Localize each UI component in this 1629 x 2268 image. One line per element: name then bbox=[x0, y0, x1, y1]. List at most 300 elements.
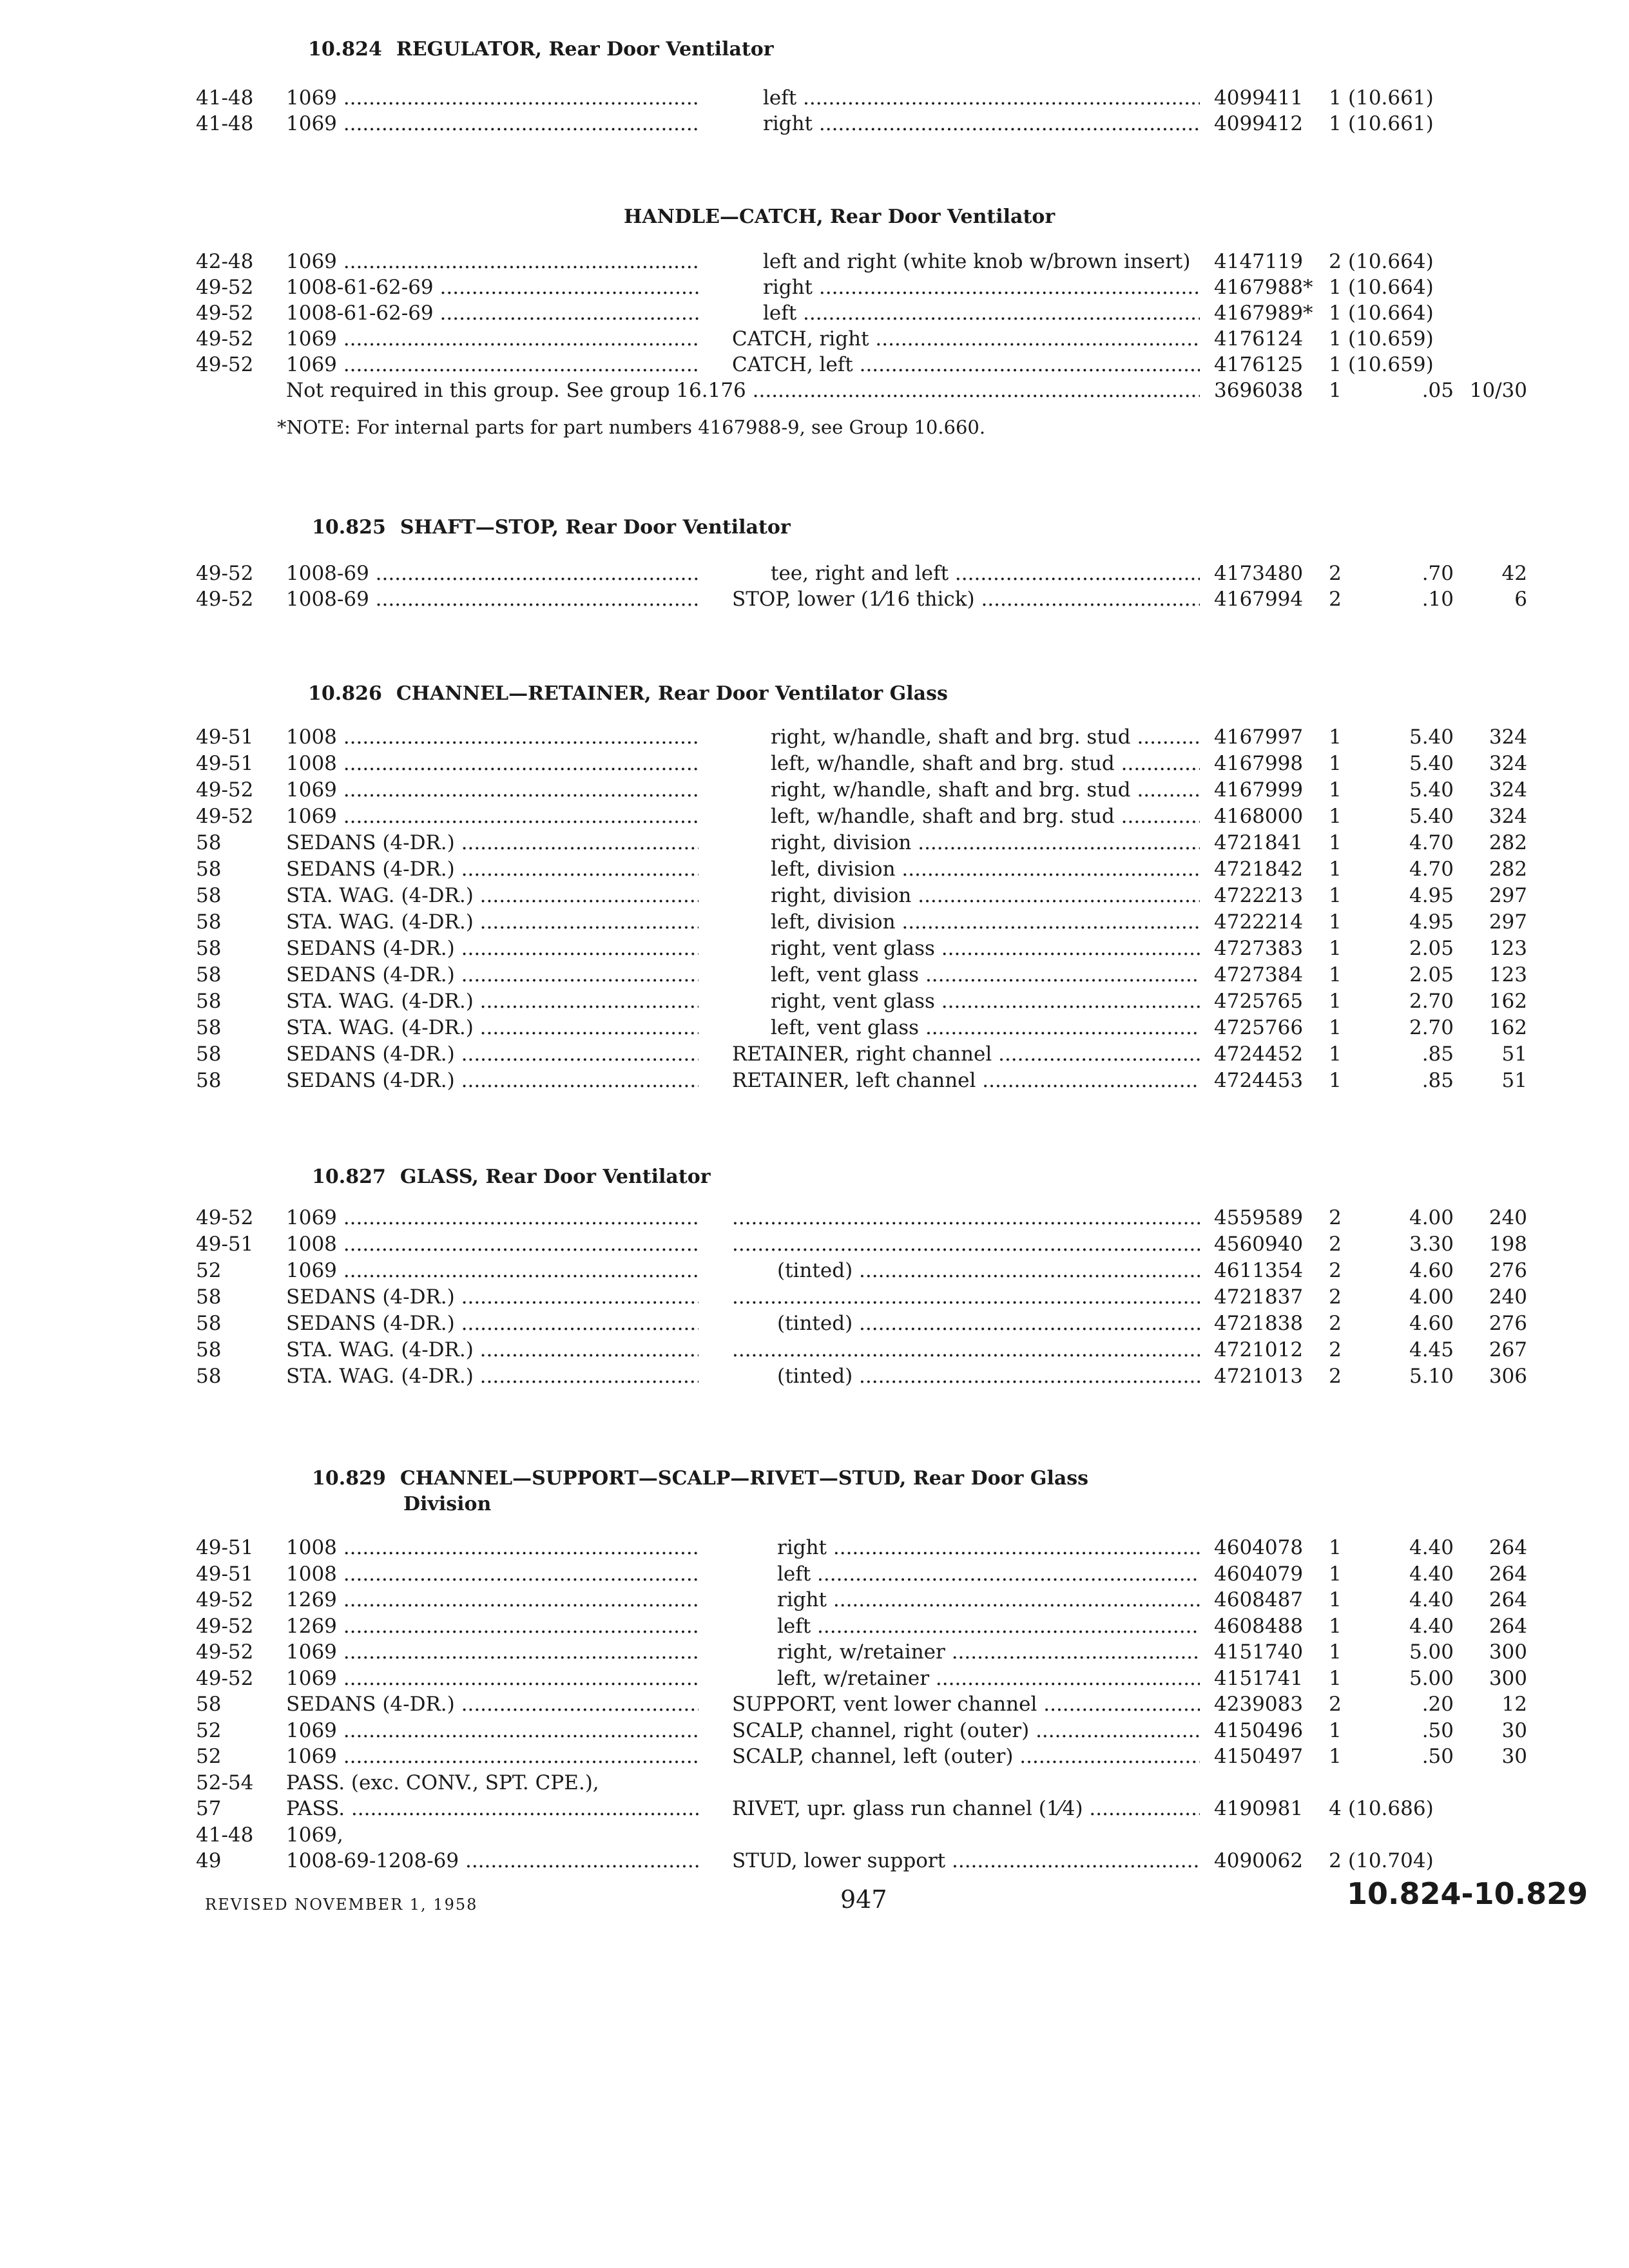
description-cell: SCALP, channel, right (outer) ..... bbox=[732, 1718, 1200, 1744]
year-cell: 49-52 bbox=[196, 805, 254, 828]
price-cell: 4.40 bbox=[1409, 1588, 1454, 1611]
model-cell: SEDANS (4-DR.) ..... bbox=[286, 962, 699, 988]
part-number-cell: 4722214 bbox=[1214, 910, 1304, 934]
revision-date: REVISED NOVEMBER 1, 1958 bbox=[205, 1896, 478, 1914]
code-cell: 12 bbox=[1501, 1693, 1527, 1716]
description-cell: right, w/handle, shaft and brg. stud ..... bbox=[771, 777, 1200, 803]
model-cell: 1008-69 ..... bbox=[286, 586, 699, 612]
part-number-cell: 4611354 bbox=[1214, 1259, 1304, 1282]
description-cell: RIVET, upr. glass run channel (1⁄4) ..... bbox=[732, 1796, 1200, 1821]
description-cell: left, w/handle, shaft and brg. stud ..... bbox=[771, 751, 1200, 776]
table-row bbox=[0, 300, 1629, 326]
price-cell: 4.00 bbox=[1409, 1206, 1454, 1229]
code-cell: 264 bbox=[1489, 1588, 1527, 1611]
quantity-cell: 1 bbox=[1329, 1069, 1342, 1092]
part-number-cell: 4604079 bbox=[1214, 1562, 1304, 1586]
model-cell: 1008-69 ..... bbox=[286, 561, 699, 586]
section-code: 10.829 bbox=[312, 1467, 386, 1490]
part-number-cell: 4190981 bbox=[1214, 1797, 1304, 1820]
year-cell: 42-48 bbox=[196, 250, 254, 273]
section-heading bbox=[624, 205, 1055, 229]
year-cell: 49-52 bbox=[196, 1666, 254, 1690]
quantity-cell: 2 bbox=[1329, 1206, 1342, 1229]
part-number-cell: 4604078 bbox=[1214, 1536, 1304, 1559]
price-cell: .85 bbox=[1422, 1043, 1454, 1066]
group-range: 10.824-10.829 bbox=[1347, 1876, 1588, 1911]
quantity-cell: 1 bbox=[1329, 327, 1342, 351]
year-cell: 41-48 bbox=[196, 86, 254, 110]
section-title-continued: Division bbox=[403, 1493, 492, 1515]
year-cell: 52 bbox=[196, 1259, 222, 1282]
quantity-cell: 2 bbox=[1329, 1312, 1342, 1335]
table-row bbox=[0, 1205, 1629, 1231]
code-cell: 300 bbox=[1489, 1666, 1527, 1690]
code-cell: 324 bbox=[1489, 752, 1527, 775]
table-row bbox=[0, 1848, 1629, 1874]
quantity-cell: 1 bbox=[1329, 1016, 1342, 1039]
description-cell: RETAINER, left channel ..... bbox=[732, 1068, 1200, 1093]
code-cell: 42 bbox=[1501, 562, 1527, 585]
part-number-cell: 4176124 bbox=[1214, 327, 1304, 351]
quantity-cell: 1 bbox=[1329, 302, 1342, 325]
part-number-cell: 4099411 bbox=[1214, 86, 1304, 110]
section-heading bbox=[312, 1466, 1088, 1491]
table-row bbox=[0, 1311, 1629, 1336]
table-row bbox=[0, 1284, 1629, 1310]
price-cell: .70 bbox=[1422, 562, 1454, 585]
quantity-cell: 2 bbox=[1329, 1233, 1342, 1256]
quantity-cell: 1 bbox=[1329, 1562, 1342, 1586]
table-row bbox=[0, 85, 1629, 111]
section-code: 10.825 bbox=[312, 516, 386, 539]
part-number-cell: 4721837 bbox=[1214, 1285, 1304, 1309]
year-cell: 49-51 bbox=[196, 1233, 254, 1256]
section-title: CHANNEL—RETAINER, bbox=[396, 682, 651, 705]
quantity-cell: 4 bbox=[1329, 1797, 1342, 1820]
quantity-cell: 2 bbox=[1329, 1285, 1342, 1309]
table-row bbox=[0, 724, 1629, 750]
part-number-cell: 4150496 bbox=[1214, 1718, 1304, 1742]
year-cell: 58 bbox=[196, 990, 222, 1013]
part-number-cell: 4150497 bbox=[1214, 1745, 1304, 1768]
description-cell: (tinted) ..... bbox=[777, 1363, 1200, 1389]
table-row bbox=[0, 352, 1629, 378]
quantity-cell: 1 bbox=[1329, 778, 1342, 802]
model-cell: 1069 ..... bbox=[286, 803, 699, 829]
table-row bbox=[0, 909, 1629, 935]
description-cell: RETAINER, right channel ..... bbox=[732, 1041, 1200, 1067]
section-code: 10.826 bbox=[308, 682, 382, 705]
table-row bbox=[0, 378, 1629, 403]
description-cell: left and right (white knob w/brown insert) bbox=[763, 250, 1191, 273]
price-cell: .10 bbox=[1422, 588, 1454, 611]
quantity-cell: 1 bbox=[1329, 937, 1342, 960]
table-row bbox=[0, 1639, 1629, 1665]
code-cell: 264 bbox=[1489, 1536, 1527, 1559]
model-cell: 1008 ..... bbox=[286, 1535, 699, 1561]
year-cell: 49-51 bbox=[196, 1562, 254, 1586]
price-cell: 4.40 bbox=[1409, 1562, 1454, 1586]
year-cell: 49 bbox=[196, 1849, 222, 1872]
description-cell: SUPPORT, vent lower channel ..... bbox=[732, 1691, 1200, 1717]
price-cell: 4.95 bbox=[1409, 910, 1454, 934]
year-cell: 49-52 bbox=[196, 327, 254, 351]
part-number-cell: 4099412 bbox=[1214, 112, 1304, 135]
section-title: CHANNEL—SUPPORT—SCALP—RIVET—STUD, bbox=[400, 1467, 907, 1490]
price-cell: 4.40 bbox=[1409, 1614, 1454, 1638]
quantity-cell: 1 bbox=[1329, 1666, 1342, 1690]
model-cell: 1069 ..... bbox=[286, 1744, 699, 1769]
year-cell: 58 bbox=[196, 1365, 222, 1388]
quantity-cell: 1 bbox=[1329, 805, 1342, 828]
price-cell: .50 bbox=[1422, 1745, 1454, 1768]
quantity-cell: 1 bbox=[1329, 1745, 1342, 1768]
year-cell: 52 bbox=[196, 1745, 222, 1768]
table-row bbox=[0, 1561, 1629, 1587]
price-cell: 4.95 bbox=[1409, 884, 1454, 907]
price-cell: .50 bbox=[1422, 1718, 1454, 1742]
code-cell: 198 bbox=[1489, 1233, 1527, 1256]
year-cell: 49-52 bbox=[196, 1588, 254, 1611]
code-cell: 30 bbox=[1501, 1745, 1527, 1768]
part-number-cell: 4168000 bbox=[1214, 805, 1304, 828]
table-row bbox=[0, 111, 1629, 137]
model-cell: 1069 ..... bbox=[286, 1205, 699, 1231]
quantity-cell: 2 bbox=[1329, 1338, 1342, 1361]
price-cell: .20 bbox=[1422, 1693, 1454, 1716]
section-subtitle: Rear Door Ventilator Glass bbox=[658, 682, 948, 705]
part-number-cell: 4725765 bbox=[1214, 990, 1304, 1013]
description-cell bbox=[732, 1337, 1200, 1363]
code-cell: 51 bbox=[1501, 1043, 1527, 1066]
year-cell: 41-48 bbox=[196, 1823, 254, 1847]
model-cell: 1069 ..... bbox=[286, 1718, 699, 1744]
quantity-cell: 1 bbox=[1329, 963, 1342, 986]
model-cell: STA. WAG. (4-DR.) ..... bbox=[286, 988, 699, 1014]
year-cell: 58 bbox=[196, 1016, 222, 1039]
model-cell: 1269 ..... bbox=[286, 1587, 699, 1613]
code-cell: 240 bbox=[1489, 1206, 1527, 1229]
part-number-cell: 4173480 bbox=[1214, 562, 1304, 585]
table-row bbox=[0, 1587, 1629, 1613]
model-cell: Not required in this group. See group 16.176 ..... bbox=[286, 378, 1200, 403]
part-number-cell: 4608487 bbox=[1214, 1588, 1304, 1611]
year-cell: 49-52 bbox=[196, 302, 254, 325]
description-cell: right, vent glass ..... bbox=[771, 936, 1200, 961]
part-number-cell: 4090062 bbox=[1214, 1849, 1304, 1872]
year-cell: 58 bbox=[196, 1069, 222, 1092]
code-cell: 276 bbox=[1489, 1259, 1527, 1282]
description-cell: right ..... bbox=[763, 274, 1200, 300]
description-cell: right ..... bbox=[777, 1535, 1200, 1561]
model-cell: STA. WAG. (4-DR.) ..... bbox=[286, 1337, 699, 1363]
table-row bbox=[0, 1744, 1629, 1769]
part-number-cell: 4560940 bbox=[1214, 1233, 1304, 1256]
quantity-cell: 1 bbox=[1329, 910, 1342, 934]
year-cell: 49-51 bbox=[196, 752, 254, 775]
description-cell bbox=[732, 1205, 1200, 1231]
reference-cell: (10.661) bbox=[1348, 112, 1434, 135]
model-cell: 1069 ..... bbox=[286, 1666, 699, 1691]
section-title: SHAFT—STOP, bbox=[400, 516, 559, 539]
quantity-cell: 1 bbox=[1329, 112, 1342, 135]
year-cell: 49-52 bbox=[196, 353, 254, 376]
part-number-cell: 4151740 bbox=[1214, 1640, 1304, 1664]
code-cell: 324 bbox=[1489, 778, 1527, 802]
model-cell: SEDANS (4-DR.) ..... bbox=[286, 1691, 699, 1717]
model-cell: 1008 ..... bbox=[286, 724, 699, 750]
price-cell: 4.00 bbox=[1409, 1285, 1454, 1309]
section-subtitle: Rear Door Ventilator bbox=[485, 1166, 711, 1188]
code-cell: 267 bbox=[1489, 1338, 1527, 1361]
description-cell: left, vent glass ..... bbox=[771, 962, 1200, 988]
price-cell: 2.05 bbox=[1409, 937, 1454, 960]
table-row bbox=[0, 1231, 1629, 1257]
section-heading bbox=[312, 1165, 711, 1189]
table-row bbox=[0, 1015, 1629, 1041]
year-cell: 58 bbox=[196, 1285, 222, 1309]
description-cell: left, vent glass ..... bbox=[771, 1015, 1200, 1041]
code-cell: 300 bbox=[1489, 1640, 1527, 1664]
year-cell: 49-51 bbox=[196, 1536, 254, 1559]
part-number-cell: 4721841 bbox=[1214, 831, 1304, 854]
price-cell: 5.40 bbox=[1409, 752, 1454, 775]
price-cell: 3.30 bbox=[1409, 1233, 1454, 1256]
year-cell: 58 bbox=[196, 963, 222, 986]
model-cell: 1069 ..... bbox=[286, 352, 699, 378]
reference-cell: (10.664) bbox=[1348, 302, 1434, 325]
price-cell: 5.00 bbox=[1409, 1640, 1454, 1664]
quantity-cell: 1 bbox=[1329, 831, 1342, 854]
code-cell: 282 bbox=[1489, 831, 1527, 854]
description-cell: left ..... bbox=[763, 300, 1200, 326]
code-cell: 324 bbox=[1489, 805, 1527, 828]
model-cell: 1069 ..... bbox=[286, 1639, 699, 1665]
table-row bbox=[0, 1535, 1629, 1561]
reference-cell: (10.704) bbox=[1348, 1849, 1434, 1872]
year-cell: 58 bbox=[196, 1693, 222, 1716]
quantity-cell: 1 bbox=[1329, 1718, 1342, 1742]
year-cell: 49-52 bbox=[196, 1640, 254, 1664]
year-cell: 58 bbox=[196, 831, 222, 854]
part-number-cell: 4176125 bbox=[1214, 353, 1304, 376]
quantity-cell: 1 bbox=[1329, 858, 1342, 881]
reference-cell: (10.664) bbox=[1348, 250, 1434, 273]
table-row bbox=[0, 1718, 1629, 1744]
year-cell: 57 bbox=[196, 1797, 222, 1820]
part-number-cell: 4721013 bbox=[1214, 1365, 1304, 1388]
model-cell: 1069 ..... bbox=[286, 249, 699, 274]
table-row bbox=[0, 988, 1629, 1014]
price-cell: .85 bbox=[1422, 1069, 1454, 1092]
year-cell: 49-52 bbox=[196, 1614, 254, 1638]
section-subtitle: Rear Door Ventilator bbox=[548, 38, 774, 61]
footnote: *NOTE: For internal parts for part numbers 4167988-9, see Group 10.660. bbox=[277, 416, 986, 438]
model-cell: 1269 ..... bbox=[286, 1613, 699, 1639]
part-number-cell: 4239083 bbox=[1214, 1693, 1304, 1716]
price-cell: 2.70 bbox=[1409, 1016, 1454, 1039]
section-code: 10.824 bbox=[308, 38, 382, 61]
section-title: HANDLE—CATCH, bbox=[624, 206, 824, 228]
price-cell: 4.40 bbox=[1409, 1536, 1454, 1559]
model-cell: 1008-69-1208-69 ..... bbox=[286, 1848, 699, 1874]
description-cell: right, w/handle, shaft and brg. stud ..... bbox=[771, 724, 1200, 750]
quantity-cell: 1 bbox=[1329, 990, 1342, 1013]
table-row bbox=[0, 1068, 1629, 1093]
table-row bbox=[0, 1770, 1629, 1796]
table-row bbox=[0, 856, 1629, 882]
quantity-cell: 1 bbox=[1329, 1640, 1342, 1664]
code-cell: 297 bbox=[1489, 884, 1527, 907]
description-cell: left, w/handle, shaft and brg. stud ..... bbox=[771, 803, 1200, 829]
year-cell: 49-52 bbox=[196, 562, 254, 585]
quantity-cell: 1 bbox=[1329, 353, 1342, 376]
table-row bbox=[0, 326, 1629, 352]
section-subtitle: Rear Door Glass bbox=[912, 1467, 1089, 1490]
year-cell: 58 bbox=[196, 910, 222, 934]
year-cell: 52-54 bbox=[196, 1771, 254, 1794]
model-cell: SEDANS (4-DR.) ..... bbox=[286, 1068, 699, 1093]
part-number-cell: 4727384 bbox=[1214, 963, 1304, 986]
table-row bbox=[0, 1691, 1629, 1717]
price-cell: 5.40 bbox=[1409, 726, 1454, 749]
model-cell: SEDANS (4-DR.) ..... bbox=[286, 1041, 699, 1067]
quantity-cell: 1 bbox=[1329, 1588, 1342, 1611]
table-row bbox=[0, 1613, 1629, 1639]
table-row bbox=[0, 936, 1629, 961]
code-cell: 6 bbox=[1514, 588, 1527, 611]
part-number-cell: 4725766 bbox=[1214, 1016, 1304, 1039]
description-cell: SCALP, channel, left (outer) ..... bbox=[732, 1744, 1200, 1769]
price-cell: 4.70 bbox=[1409, 831, 1454, 854]
table-row bbox=[0, 1258, 1629, 1283]
section-title: GLASS, bbox=[400, 1166, 479, 1188]
year-cell: 58 bbox=[196, 884, 222, 907]
year-cell: 58 bbox=[196, 1312, 222, 1335]
table-row bbox=[0, 1666, 1629, 1691]
quantity-cell: 2 bbox=[1329, 562, 1342, 585]
year-cell: 58 bbox=[196, 1043, 222, 1066]
price-cell: 4.45 bbox=[1409, 1338, 1454, 1361]
price-cell: 5.40 bbox=[1409, 805, 1454, 828]
part-number-cell: 4721842 bbox=[1214, 858, 1304, 881]
table-row bbox=[0, 274, 1629, 300]
section-code: 10.827 bbox=[312, 1166, 386, 1188]
description-cell bbox=[732, 1284, 1200, 1310]
table-row bbox=[0, 561, 1629, 586]
code-cell: 123 bbox=[1489, 937, 1527, 960]
reference-cell: (10.659) bbox=[1348, 327, 1434, 351]
model-cell: STA. WAG. (4-DR.) ..... bbox=[286, 1363, 699, 1389]
quantity-cell: 2 bbox=[1329, 1259, 1342, 1282]
part-number-cell: 4167998 bbox=[1214, 752, 1304, 775]
table-row bbox=[0, 830, 1629, 856]
part-number-cell: 4722213 bbox=[1214, 884, 1304, 907]
year-cell: 58 bbox=[196, 937, 222, 960]
quantity-cell: 2 bbox=[1329, 588, 1342, 611]
part-number-cell: 4721012 bbox=[1214, 1338, 1304, 1361]
part-number-cell: 4559589 bbox=[1214, 1206, 1304, 1229]
description-cell: STUD, lower support ..... bbox=[732, 1848, 1200, 1874]
quantity-cell: 2 bbox=[1329, 1365, 1342, 1388]
description-cell: CATCH, right ..... bbox=[732, 326, 1200, 352]
description-cell: right, division ..... bbox=[771, 883, 1200, 908]
quantity-cell: 1 bbox=[1329, 379, 1342, 402]
description-cell: tee, right and left ..... bbox=[771, 561, 1200, 586]
code-cell: 276 bbox=[1489, 1312, 1527, 1335]
model-cell: 1008 ..... bbox=[286, 1561, 699, 1587]
code-cell: 297 bbox=[1489, 910, 1527, 934]
year-cell: 49-52 bbox=[196, 588, 254, 611]
price-cell: 5.10 bbox=[1409, 1365, 1454, 1388]
section-heading bbox=[308, 37, 774, 62]
price-cell: 5.00 bbox=[1409, 1666, 1454, 1690]
description-cell: right ..... bbox=[777, 1587, 1200, 1613]
reference-cell: (10.661) bbox=[1348, 86, 1434, 110]
model-cell: 1069, bbox=[286, 1823, 343, 1847]
section-heading bbox=[312, 515, 791, 540]
model-cell: 1069 ..... bbox=[286, 85, 699, 111]
model-cell: 1069 ..... bbox=[286, 777, 699, 803]
quantity-cell: 1 bbox=[1329, 884, 1342, 907]
model-cell: SEDANS (4-DR.) ..... bbox=[286, 1284, 699, 1310]
description-cell: left ..... bbox=[763, 85, 1200, 111]
part-number-cell: 4167988* bbox=[1214, 276, 1313, 299]
description-cell: left, division ..... bbox=[771, 856, 1200, 882]
section-title: REGULATOR, bbox=[396, 38, 542, 61]
table-row bbox=[0, 962, 1629, 988]
table-row bbox=[0, 751, 1629, 776]
quantity-cell: 1 bbox=[1329, 726, 1342, 749]
code-cell: 51 bbox=[1501, 1069, 1527, 1092]
code-cell: 162 bbox=[1489, 990, 1527, 1013]
price-cell: 2.05 bbox=[1409, 963, 1454, 986]
code-cell: 324 bbox=[1489, 726, 1527, 749]
table-row bbox=[0, 777, 1629, 803]
code-cell: 282 bbox=[1489, 858, 1527, 881]
part-number-cell: 4724452 bbox=[1214, 1043, 1304, 1066]
description-cell: left, division ..... bbox=[771, 909, 1200, 935]
part-number-cell: 4167989* bbox=[1214, 302, 1313, 325]
quantity-cell: 2 bbox=[1329, 1693, 1342, 1716]
year-cell: 49-52 bbox=[196, 276, 254, 299]
table-row bbox=[0, 586, 1629, 612]
quantity-cell: 1 bbox=[1329, 1043, 1342, 1066]
price-cell: 4.70 bbox=[1409, 858, 1454, 881]
quantity-cell: 2 bbox=[1329, 1849, 1342, 1872]
code-cell: 306 bbox=[1489, 1365, 1527, 1388]
table-row bbox=[0, 1363, 1629, 1389]
year-cell: 58 bbox=[196, 858, 222, 881]
table-row bbox=[0, 803, 1629, 829]
model-cell: 1008-61-62-69 ..... bbox=[286, 300, 699, 326]
model-cell: SEDANS (4-DR.) ..... bbox=[286, 856, 699, 882]
part-number-cell: 4147119 bbox=[1214, 250, 1304, 273]
quantity-cell: 1 bbox=[1329, 276, 1342, 299]
description-cell bbox=[732, 1231, 1200, 1257]
reference-cell: (10.664) bbox=[1348, 276, 1434, 299]
model-cell: SEDANS (4-DR.) ..... bbox=[286, 1311, 699, 1336]
code-cell: 10/30 bbox=[1469, 379, 1527, 402]
description-cell: left ..... bbox=[777, 1561, 1200, 1587]
table-row bbox=[0, 1041, 1629, 1067]
model-cell: 1069 ..... bbox=[286, 326, 699, 352]
part-number-cell: 4724453 bbox=[1214, 1069, 1304, 1092]
reference-cell: (10.659) bbox=[1348, 353, 1434, 376]
year-cell: 41-48 bbox=[196, 112, 254, 135]
model-cell: SEDANS (4-DR.) ..... bbox=[286, 830, 699, 856]
part-number-cell: 4721838 bbox=[1214, 1312, 1304, 1335]
